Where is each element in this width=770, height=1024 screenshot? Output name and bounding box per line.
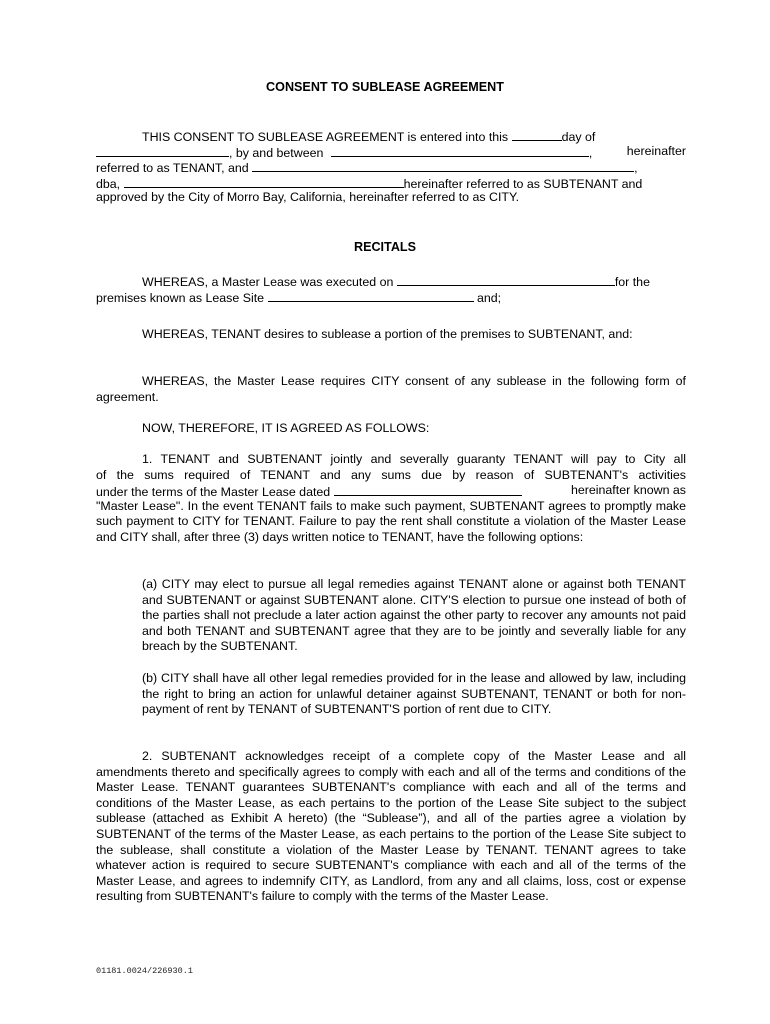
date-day-blank[interactable] — [512, 128, 562, 141]
whereas1-text: WHEREAS, a Master Lease was executed on — [142, 275, 394, 289]
clause1-line3-text: under the terms of the Master Lease dated — [96, 485, 331, 500]
clause-b: (b) CITY shall have all other legal remedies provided for in the lease and allowed by law, including the right to bring an action for unlawful detainer against SUBTENANT, TENANT or both for non-payment of rent by TENANT of SUBTENANT'S portion of rent due to CITY. — [142, 671, 686, 717]
intro-line5: approved by the City of Morro Bay, California, hereinafter referred to as CITY. — [96, 190, 520, 205]
intro-paragraph — [96, 128, 686, 206]
now-therefore: NOW, THEREFORE, IT IS AGREED AS FOLLOWS: — [142, 421, 430, 435]
intro-line3-text: referred to as TENANT, and — [96, 161, 249, 176]
intro-line4-dba: dba, — [96, 176, 121, 191]
subtenant-name-blank[interactable] — [252, 159, 634, 172]
intro-line4-text: hereinafter referred to as SUBTENANT and — [403, 176, 643, 191]
dba-name-blank[interactable] — [124, 175, 404, 188]
master-lease-dated-blank[interactable] — [334, 483, 522, 496]
whereas-master-lease — [96, 273, 686, 304]
lease-site-blank[interactable] — [268, 289, 474, 302]
document-id-footer: 01181.0024/226930.1 — [96, 966, 193, 976]
recitals-heading: RECITALS — [353, 240, 417, 254]
clause1-line2: of the sums required of TENANT and any sums due by reason of SUBTENANT's activities — [96, 467, 686, 482]
whereas-sublease: WHEREAS, TENANT desires to sublease a portion of the premises to SUBTENANT, and: — [142, 327, 633, 341]
whereas-consent: WHEREAS, the Master Lease requires CITY consent of any sublease in the following form of agreement. — [96, 374, 686, 404]
clause1-line3-end: hereinafter known as — [570, 483, 686, 498]
intro-line2-text: , by and between — [229, 145, 324, 160]
intro-line1-text: THIS CONSENT TO SUBLEASE AGREEMENT is entered into this — [142, 130, 509, 144]
whereas1-end: for the — [614, 275, 650, 289]
clause1-rest: "Master Lease". In the event TENANT fails to make such payment, SUBTENANT agrees to promptly make such payment to CITY for TENANT. Failure to pay the rent shall constitute a violation of the Master Lease and CITY shall, after three (3) days written notice to TENANT, have the following options: — [96, 498, 686, 544]
intro-line1-end: day of — [561, 130, 596, 144]
whereas1-line2-end: and; — [476, 290, 502, 305]
master-lease-date-blank[interactable] — [397, 273, 615, 286]
clause1-line1: 1. TENANT and SUBTENANT jointly and severally guaranty TENANT will pay to City all — [142, 452, 686, 466]
whereas1-line2-text: premises known as Lease Site — [96, 290, 265, 305]
clause-a: (a) CITY may elect to pursue all legal remedies against TENANT alone or against both TENANT and SUBTENANT or against SUBTENANT alone. CITY'S election to pursue one instead of both of the parties shall not preclude a later action against the other party to recover any amounts not paid and both TENANT and SUBTENANT agree that they are to be jointly and severally liable for any breach by the SUBTENANT. — [142, 577, 686, 654]
page-title: CONSENT TO SUBLEASE AGREEMENT — [266, 80, 504, 94]
clause-1 — [96, 452, 686, 546]
tenant-name-blank[interactable] — [331, 144, 589, 157]
intro-line2-end: hereinafter — [626, 143, 686, 158]
date-month-year-blank[interactable] — [96, 144, 229, 157]
intro-line3-comma: , — [634, 161, 638, 176]
clause-2: 2. SUBTENANT acknowledges receipt of a complete copy of the Master Lease and all amendments thereto and specifically agrees to comply with each and all of the terms and conditions of the Master Lease. TENANT guarantees SUBTENANT's compliance with each and all of the terms and conditions of the Master Lease, as each pertains to the portion of the Lease Site subject to the subject sublease (attached as Exhibit A hereto) (the “Sublease”), and all of the parties agree a violation by SUBTENANT of the terms of the Master Lease, as each pertains to the portion of the Lease Site subject to the sublease, shall constitute a violation of the Master Lease by TENANT. TENANT agrees to take whatever action is required to secure SUBTENANT's compliance with each and all of the terms of the Master Lease, and agrees to indemnify CITY, as Landlord, from any and all claims, loss, cost or expense resulting from SUBTENANT's failure to comply with the terms of the Master Lease. — [96, 749, 686, 904]
intro-line2-comma: , — [588, 145, 593, 160]
